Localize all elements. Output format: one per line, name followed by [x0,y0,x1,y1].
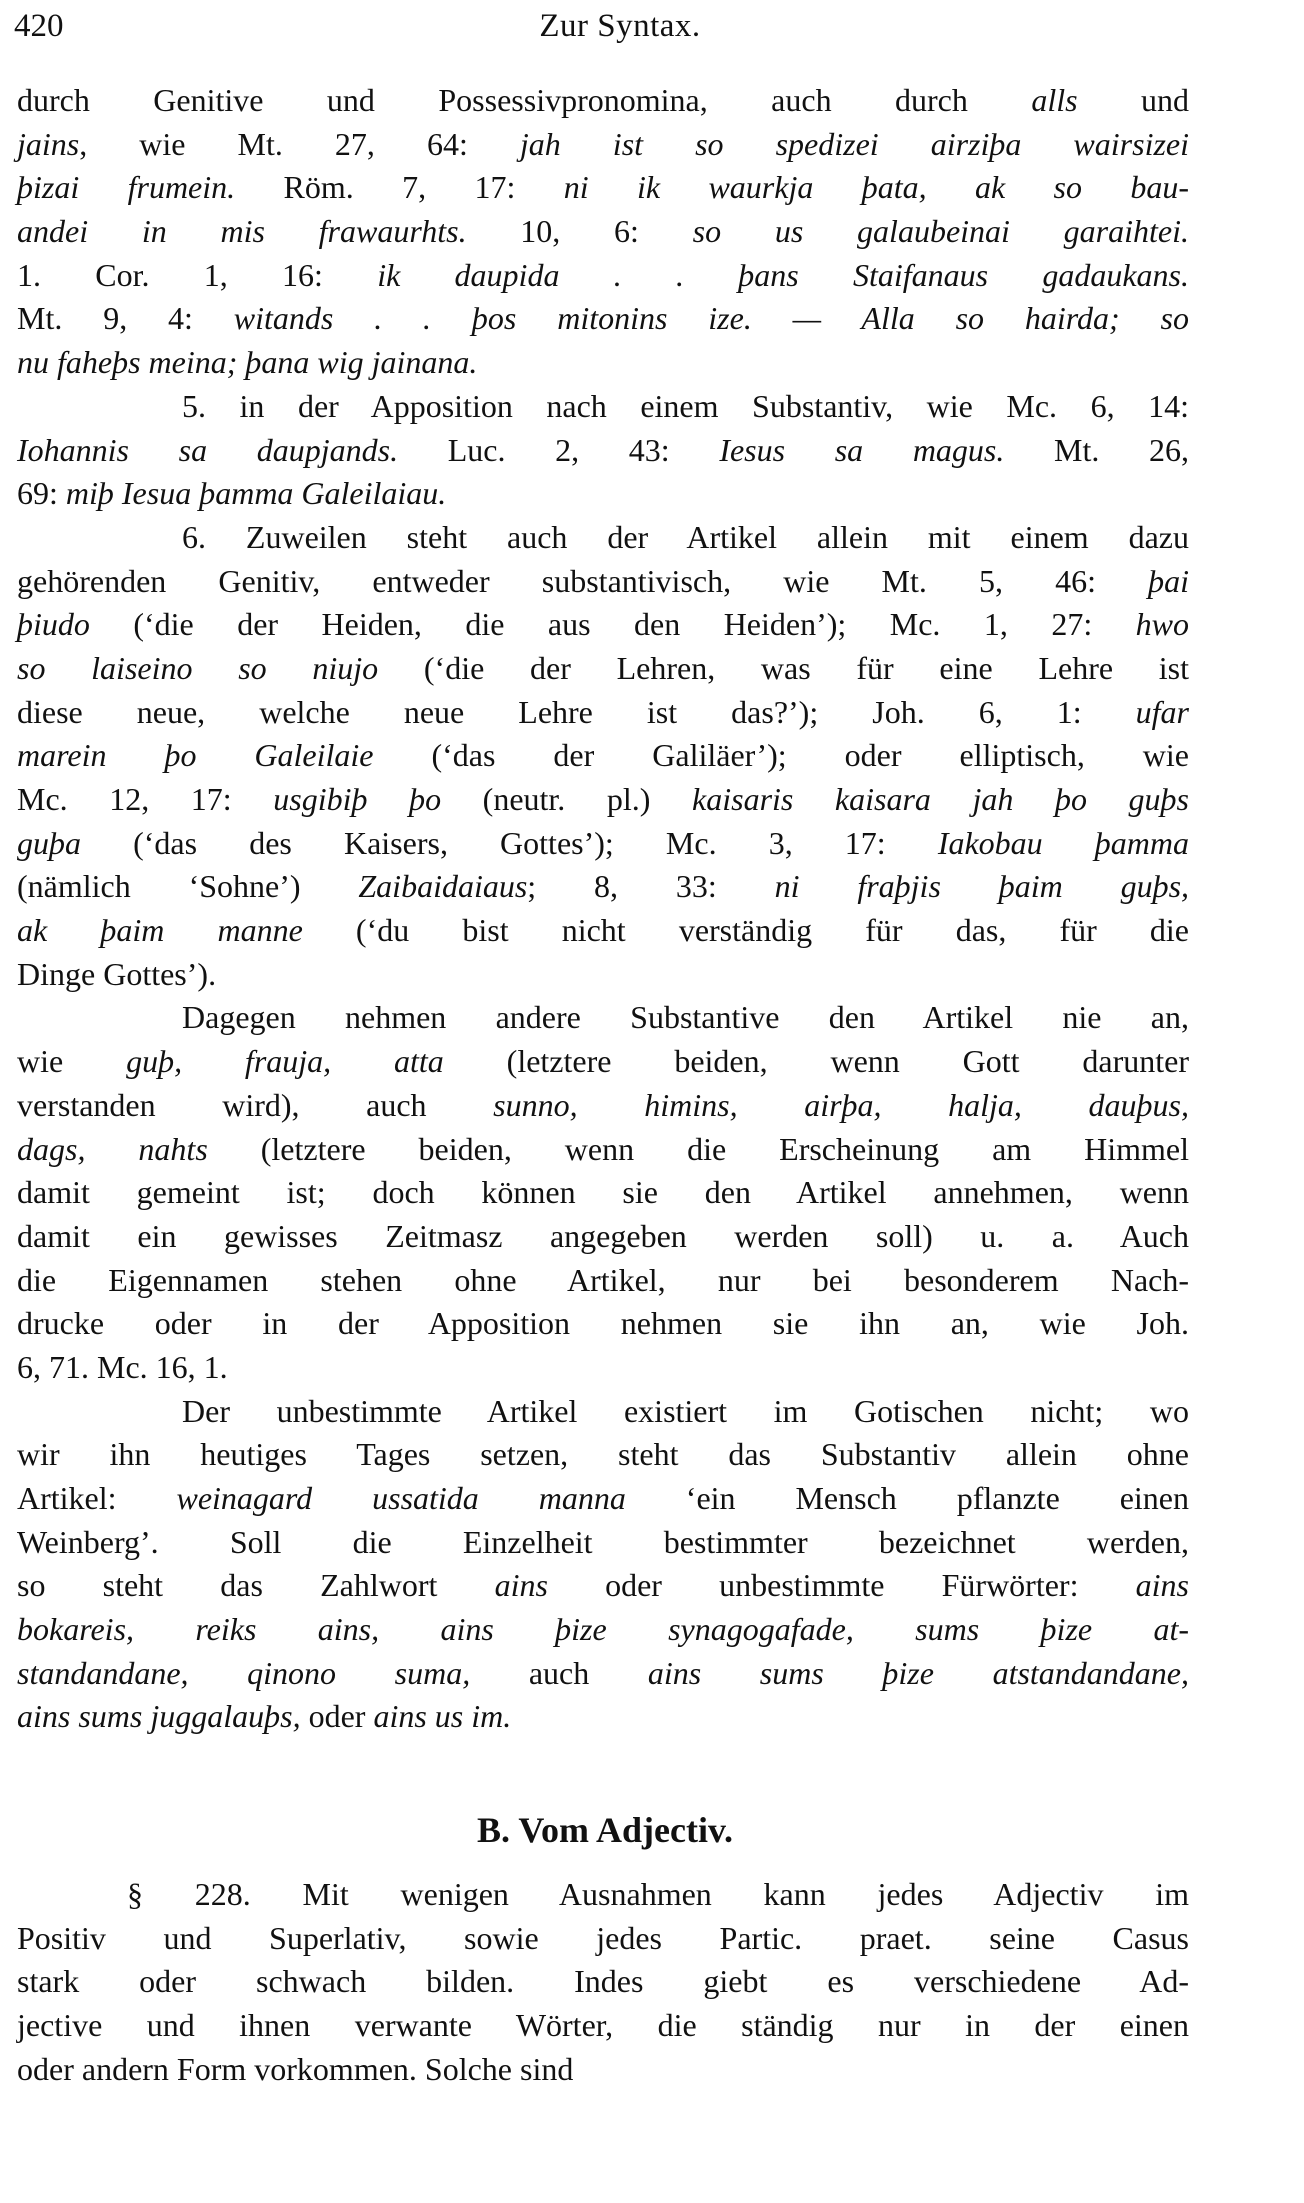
text-run: (nämlich ‘Sohne’) [17,868,359,905]
text-run: Mt. 9, 4: [17,300,234,337]
text-line [17,341,1189,385]
text-line [17,123,1189,167]
text-run: Dagegen nehmen andere Substantive den Artikel nie an, [182,999,1189,1036]
text-run: wir ihn heutiges Tages setzen, steht das Substantiv allein ohne [17,1436,1189,1473]
gothic-quote: ains sums juggalauþs, [17,1698,301,1735]
text-line [17,865,1189,909]
text-line [17,1521,1189,1565]
text-line [17,647,1189,691]
text-run: 5. in der Apposition nach einem Substantiv, wie Mc. 6, 14: [182,387,1189,424]
text-line [17,297,1189,341]
text-run: (‘das des Kaisers, Gottes’); Mc. 3, 17: [81,824,938,861]
text-run: Weinberg’. Soll die Einzelheit bestimmter bezeichnet werden, [17,1523,1189,1560]
gothic-quote: weinagard ussatida manna [176,1480,626,1516]
text-line [17,1346,1189,1390]
gothic-quote: jah ist so spedizei airziþa wairsizei [519,125,1190,162]
gothic-quote: witands . . þos mitonins ize. — Alla so hairda; so [233,300,1190,337]
text-run: (‘die der Heiden, die aus den Heiden’); Mc. 1, 27: [89,606,1136,643]
text-run: Dinge Gottes’). [17,955,217,992]
text-run: diese neue, welche neue Lehre ist das?’); Joh. 6, 1: [17,693,1136,730]
gothic-quote: sunno, himins, airþa, halja, dauþus, [493,1086,1190,1123]
section-body [17,1873,1189,2091]
text-run: 69: [17,475,66,512]
paragraph [17,996,1189,1389]
text-run: (‘du bist nicht verständig für das, für die [302,912,1190,949]
gothic-quote: guþ, frauja, atta [126,1043,444,1080]
text-run: so steht das Zahlwort [17,1567,495,1604]
gothic-quote: þizai frumein. [17,169,236,206]
text-line [17,953,1189,997]
text-run: 10, 6: [466,213,693,250]
gothic-quote: ni fraþjis þaim guþs, [774,868,1190,905]
gothic-quote: ains us im. [373,1698,512,1735]
text-line [17,1608,1189,1652]
text-line [17,429,1189,473]
text-run: stark oder schwach bilden. Indes giebt es verschiedene Ad- [17,1963,1189,2000]
text-line [17,1128,1189,1172]
text-run: die Eigennamen stehen ohne Artikel, nur bei besonderem Nach- [17,1261,1189,1298]
gothic-quote: þiudo [17,606,90,643]
text-run: 6, 71. Mc. 16, 1. [17,1348,228,1385]
text-run: § 228. Mit wenigen Ausnahmen kann jedes Adjectiv im [127,1876,1189,1912]
body-text [17,79,1189,1739]
text-run: und [1077,82,1190,118]
text-run: 1. Cor. 1, 16: [17,256,378,293]
gothic-quote: Iohannis sa daupjands. [17,431,399,468]
text-line [17,1084,1189,1128]
text-line [17,822,1189,866]
gothic-quote: nu faheþs meina; þana wig jainana. [17,344,478,381]
text-run: Artikel: [17,1480,177,1516]
text-line [17,385,1189,429]
text-run: (‘das der Galiläer’); oder elliptisch, wie [373,737,1189,774]
text-run: gehörenden Genitiv, entweder substantivisch, wie Mt. 5, 46: [17,562,1149,599]
gothic-quote: ains [1135,1567,1189,1604]
text-run: ; 8, 33: [527,868,775,905]
gothic-quote: jains [17,125,80,162]
text-line [17,472,1189,516]
gothic-quote: ains sums þize atstandandane, [647,1654,1190,1691]
text-run: Luc. 2, 43: [398,431,720,468]
text-line [17,1564,1189,1608]
text-run: oder [300,1698,374,1735]
text-line [17,1302,1189,1346]
page-number: 420 [14,8,64,44]
text-run: wie [17,1043,127,1080]
text-line [17,1390,1189,1434]
text-line [17,996,1189,1040]
gothic-quote: Iakobau þamma [937,824,1190,861]
text-run: ‘ein Mensch pflanzte einen [625,1480,1189,1516]
gothic-quote: ains [494,1567,548,1604]
gothic-quote: so us galaubeinai garaihtei. [692,213,1190,250]
gothic-quote: hwo [1135,606,1189,643]
gothic-quote: Zaibaidaiaus [358,868,528,905]
paragraph [17,385,1189,516]
gothic-quote: þai [1148,562,1189,599]
paragraph [17,1390,1189,1740]
paragraph [17,1873,1189,2091]
gothic-quote: standandane, qinono suma, [17,1654,471,1691]
text-line [17,1917,1189,1961]
text-line [17,1215,1189,1259]
gothic-quote: kaisaris kaisara jah þo guþs [692,781,1190,817]
text-run: Röm. 7, 17: [235,169,564,206]
text-line [17,2004,1189,2048]
text-line [17,210,1189,254]
text-line [17,1171,1189,1215]
gothic-quote: ik daupida . . þans Staifanaus gadaukans. [377,256,1189,293]
gothic-quote: so laiseino so niujo [17,649,379,686]
paragraph [17,516,1189,997]
gothic-quote: alls [1031,82,1078,118]
gothic-quote: marein þo Galeilaie [17,737,374,774]
gothic-quote: ufar [1135,693,1189,730]
text-run: jective und ihnen verwante Wörter, die ständig nur in der einen [17,2007,1189,2044]
gothic-quote: guþa [17,824,81,861]
gothic-quote: ak þaim manne [17,912,303,949]
text-run: (letztere beiden, wenn die Erscheinung am Himmel [207,1130,1190,1167]
text-line [17,778,1189,822]
text-run: verstanden wird), auch [17,1086,494,1123]
gothic-quote: usgibiþ þo [273,781,442,817]
text-line [17,166,1189,210]
text-line [17,1652,1189,1696]
text-run: oder unbestimmte Fürwörter: [547,1567,1136,1604]
text-run: Positiv und Superlativ, sowie jedes Partic. praet. seine Casus [17,1919,1189,1956]
text-run: damit ein gewisses Zeitmasz angegeben werden soll) u. a. Auch [17,1217,1189,1254]
text-run: , wie Mt. 27, 64: [79,125,520,162]
text-run: damit gemeint ist; doch können sie den Artikel annehmen, wenn [17,1174,1189,1211]
text-run: durch Genitive und Possessivpronomina, auch durch [17,82,1032,118]
text-line [17,1960,1189,2004]
text-line [17,1477,1189,1521]
text-line [17,254,1189,298]
text-run: drucke oder in der Apposition nehmen sie ihn an, wie Joh. [17,1305,1189,1342]
text-run: Mc. 12, 17: [17,781,274,817]
text-run: (‘die der Lehren, was für eine Lehre ist [378,649,1190,686]
paragraph [17,79,1189,385]
text-run: Mt. 26, [1004,431,1190,468]
running-title: Zur Syntax. [539,8,701,44]
text-run: auch [470,1654,648,1691]
section-heading: B. Vom Adjectiv. [476,1810,734,1850]
text-run: 6. Zuweilen steht auch der Artikel allein mit einem dazu [182,518,1189,555]
text-line [17,909,1189,953]
gothic-quote: andei in mis frawaurhts. [17,213,467,250]
text-line [17,734,1189,778]
text-run: (letztere beiden, wenn Gott darunter [443,1043,1189,1080]
gothic-quote: miþ Iesua þamma Galeilaiau. [65,475,447,512]
text-line [17,691,1189,735]
text-run: (neutr. pl.) [441,781,693,817]
text-line [17,516,1189,560]
gothic-quote: ni ik waurkja þata, ak so bau- [563,169,1190,206]
gothic-quote: dags, nahts [17,1130,208,1167]
text-line [17,1259,1189,1303]
text-line [17,79,1189,123]
text-line [17,2048,1189,2092]
text-run: oder andern Form vorkommen. Solche sind [17,2050,574,2087]
text-line [17,1695,1189,1739]
text-line [17,1040,1189,1084]
gothic-quote: Iesus sa magus. [719,431,1005,468]
text-line [17,560,1189,604]
text-line [17,1433,1189,1477]
text-run: Der unbestimmte Artikel existiert im Gotischen nicht; wo [182,1392,1189,1429]
text-line [17,603,1189,647]
text-line [17,1873,1189,1917]
gothic-quote: bokareis, reiks ains, ains þize synagogafade, sums þize at- [17,1611,1189,1648]
